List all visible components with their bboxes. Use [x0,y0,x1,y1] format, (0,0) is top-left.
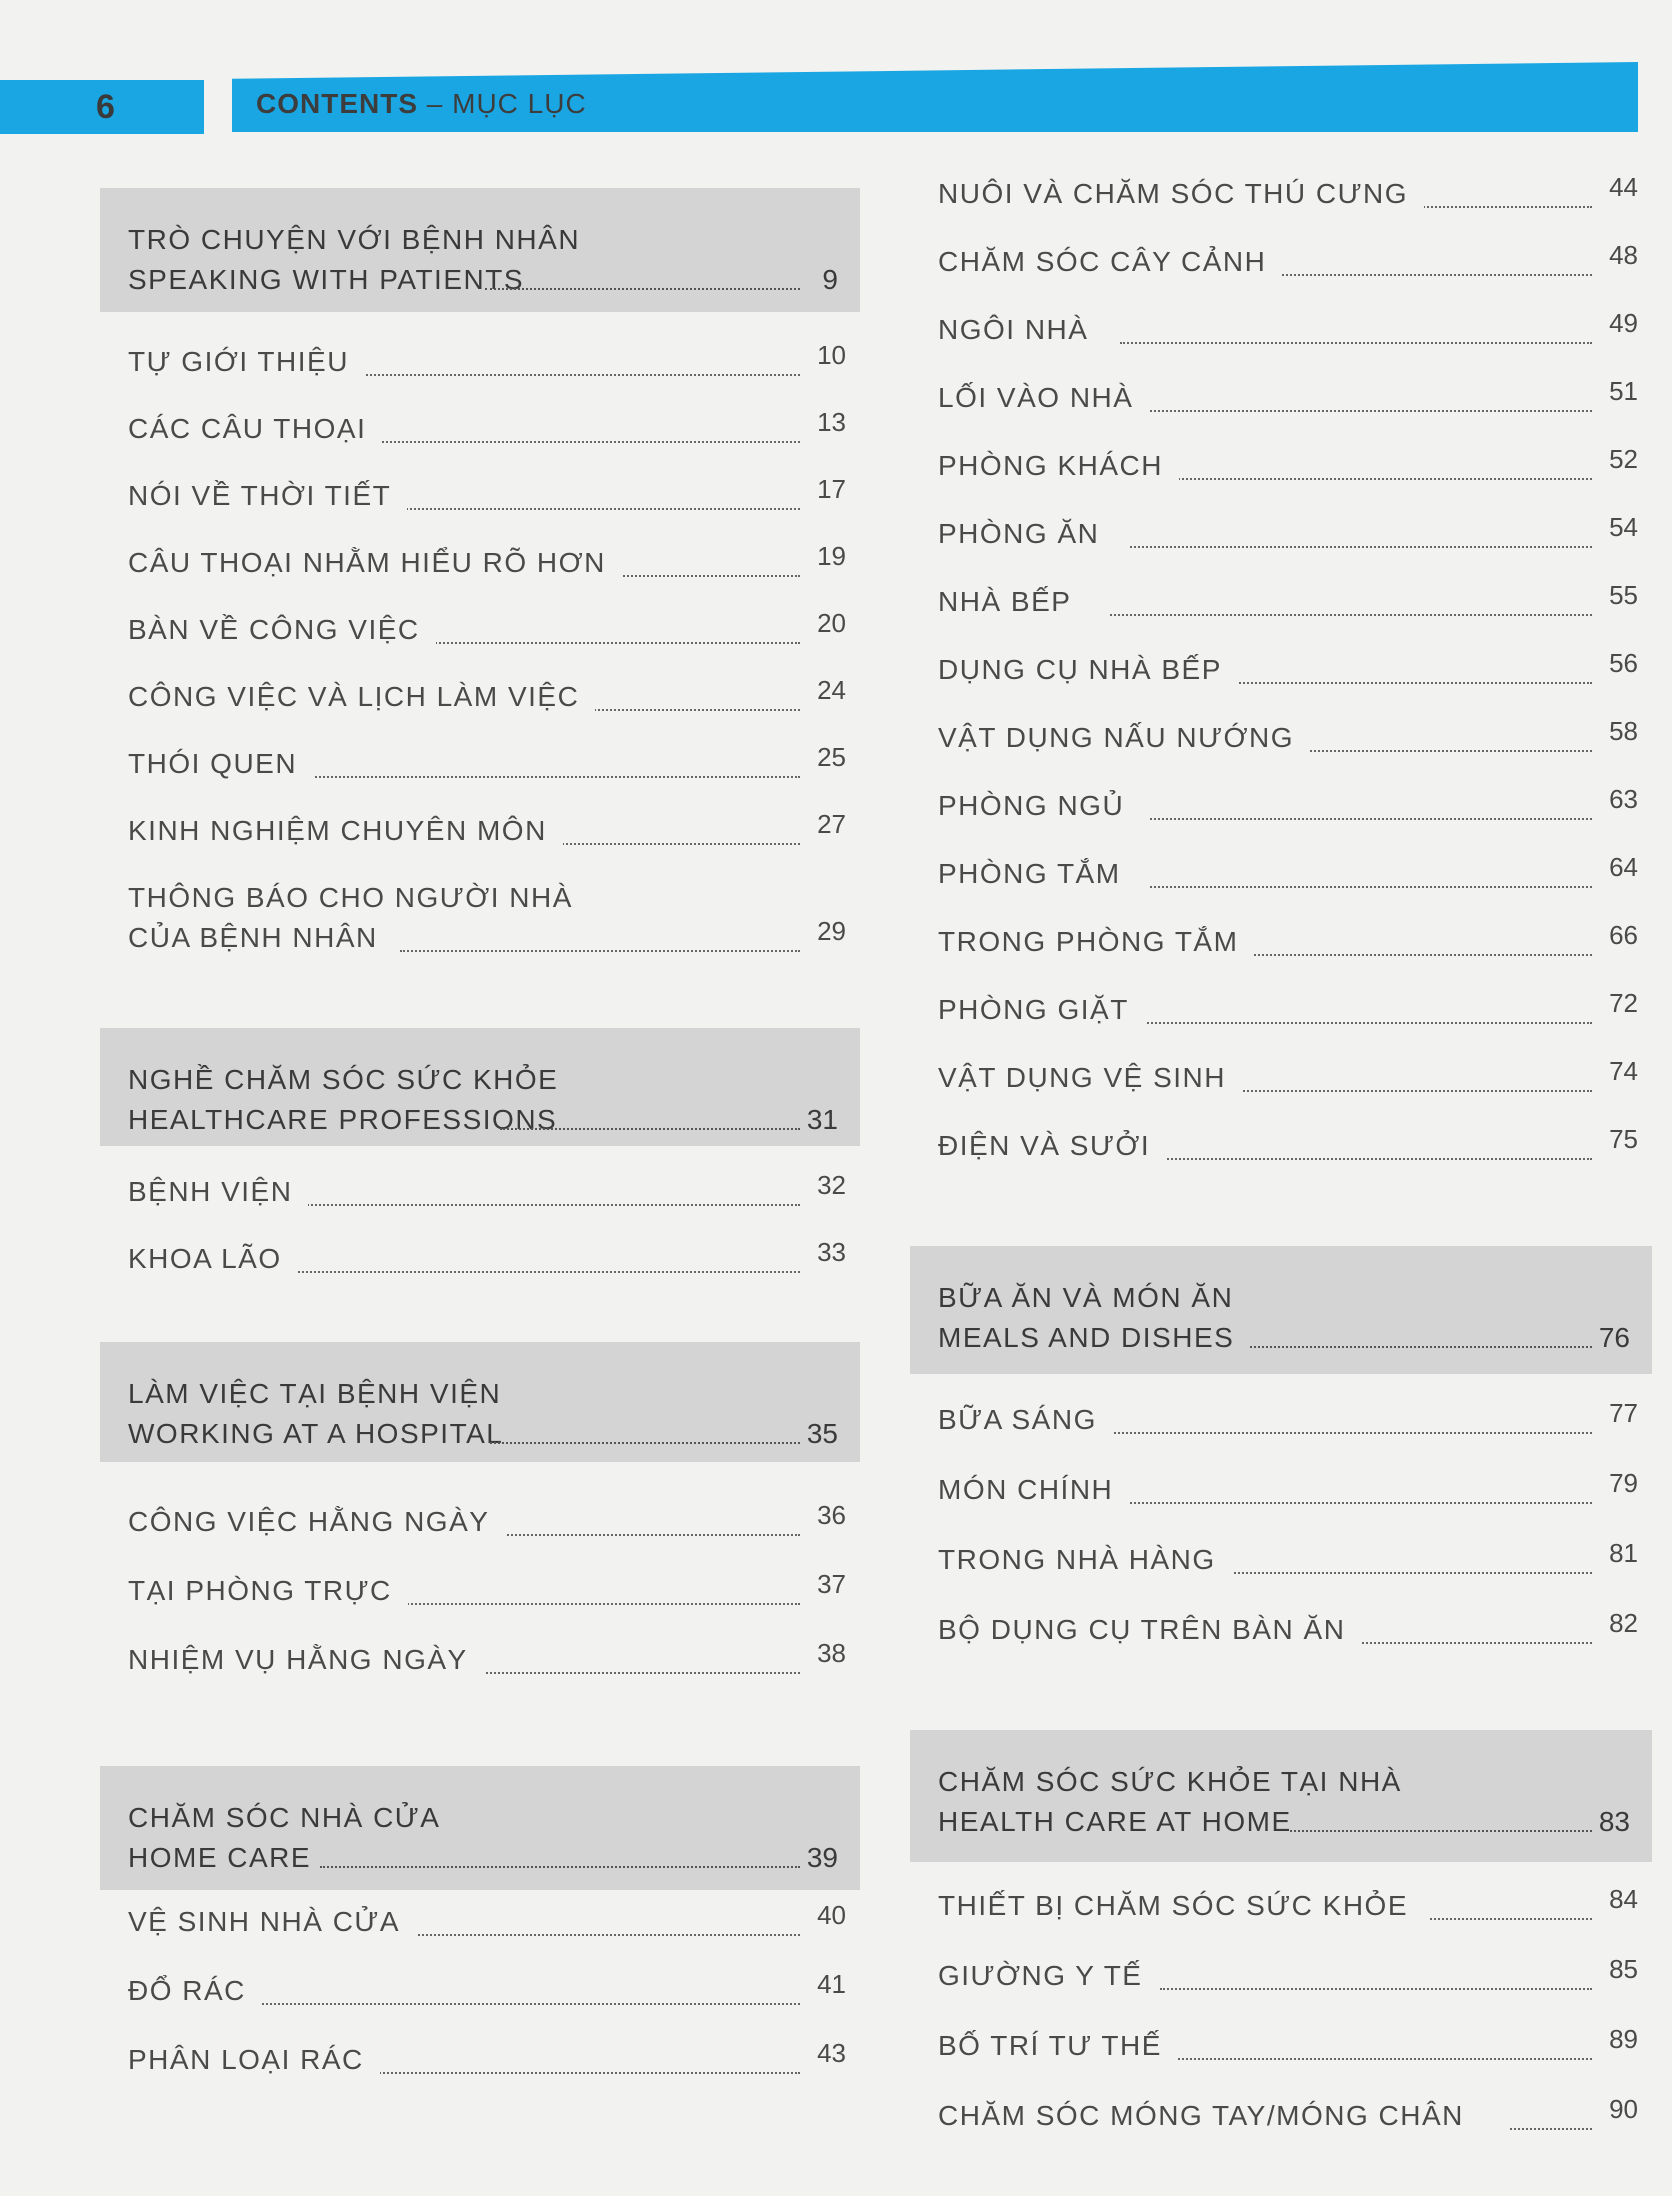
dot-leader [1430,1918,1592,1920]
entry-label: BỮA SÁNG [938,1404,1113,1436]
toc-entry[interactable] [910,2094,1652,2148]
entry-label: PHÒNG GIẶT [938,994,1145,1026]
entry-label: NHIỆM VỤ HẰNG NGÀY [128,1644,484,1676]
entry-label: CÁC CÂU THOẠI [128,413,382,445]
toc-entry[interactable] [910,1398,1652,1452]
dot-leader [1230,954,1592,956]
dot-leader [430,1672,800,1674]
entry-page: 74 [1609,1056,1638,1086]
toc-entry[interactable] [100,474,860,528]
dot-leader [290,1271,800,1273]
entry-page: 41 [817,1969,846,1999]
entry-page: 82 [1609,1608,1638,1638]
dot-leader [1150,410,1592,412]
toc-entry[interactable] [100,1500,860,1554]
toc-entry[interactable] [100,1170,860,1224]
entry-page: 33 [817,1237,846,1267]
entry-page: 66 [1609,920,1638,950]
dot-leader [1250,1346,1592,1348]
dot-leader [490,1442,800,1444]
toc-entry[interactable] [100,1900,860,1954]
entry-label: TRONG PHÒNG TẮM [938,926,1254,958]
entry-page: 20 [817,608,846,638]
dot-leader [1290,750,1592,752]
entry-page: 58 [1609,716,1638,746]
entry-label: NÓI VỀ THỜI TIẾT [128,480,407,512]
dot-leader [1150,818,1592,820]
toc-entry[interactable] [910,2024,1652,2078]
section-page: 39 [806,1842,838,1873]
entry-page: 40 [817,1900,846,1930]
dot-leader [300,1204,800,1206]
dot-leader [1290,1830,1592,1832]
entry-label: ĐIỆN VÀ SƯỞI [938,1130,1166,1162]
entry-page: 19 [817,541,846,571]
entry-label: VẬT DỤNG NẤU NƯỚNG [938,722,1310,754]
toc-entry[interactable] [910,1468,1652,1522]
toc-entry[interactable] [910,308,1652,362]
entry-label: GIƯỜNG Y TẾ [938,1960,1158,1992]
entry-page: 85 [1609,1954,1638,1984]
entry-page: 32 [817,1170,846,1200]
dot-leader [390,1934,800,1936]
toc-entry[interactable] [910,1954,1652,2008]
entry-page: 52 [1609,444,1638,474]
entry-label: PHÒNG KHÁCH [938,450,1179,482]
page-number: 6 [96,88,115,126]
dot-leader [400,950,800,952]
entry-page: 55 [1609,580,1638,610]
entry-label: BỐ TRÍ TƯ THẾ [938,2030,1178,2062]
entry-label: NHÀ BẾP [938,586,1087,618]
dot-leader [1150,886,1592,888]
entry-page: 27 [817,809,846,839]
entry-label: TRONG NHÀ HÀNG [938,1544,1232,1576]
dot-leader [1160,1988,1592,1990]
entry-label: LỐI VÀO NHÀ [938,382,1149,414]
entry-page: 37 [817,1569,846,1599]
entry-label-line2: CỦA BỆNH NHÂN [128,922,394,954]
entry-label: THÔNG BÁO CHO NGƯỜI NHÀ [128,882,589,914]
entry-page: 79 [1609,1468,1638,1498]
section-title-en: HEALTH CARE AT HOME [938,1806,1292,1837]
toc-section[interactable] [100,188,860,312]
dot-leader [1110,614,1592,616]
entry-label: NGÔI NHÀ [938,314,1104,346]
dot-leader [340,2072,800,2074]
toc-entry[interactable] [100,882,860,972]
toc-entry[interactable] [100,1969,860,2023]
section-page: 35 [806,1418,838,1449]
entry-page: 17 [817,474,846,504]
toc-entry[interactable] [100,809,860,863]
section-title-vi: NGHỀ CHĂM SÓC SỨC KHỎE [128,1064,559,1095]
section-title-vi: CHĂM SÓC SỨC KHỎE TẠI NHÀ [938,1766,1402,1797]
title-contents: CONTENTS [256,88,418,119]
toc-entry[interactable] [910,852,1652,906]
toc-entry[interactable] [910,1056,1652,1110]
dot-leader [320,1866,800,1868]
page-title [256,88,587,120]
toc-entry[interactable] [910,988,1652,1042]
toc-entry[interactable] [910,784,1652,838]
toc-entry[interactable] [910,580,1652,634]
entry-page: 89 [1609,2024,1638,2054]
entry-label: TẠI PHÒNG TRỰC [128,1575,408,1607]
entry-page: 51 [1609,376,1638,406]
dot-leader [1140,1022,1592,1024]
section-page: 76 [1598,1322,1630,1353]
entry-label: PHÒNG NGỦ [938,790,1140,822]
toc-entry[interactable] [100,1638,860,1692]
entry-label: THIẾT BỊ CHĂM SÓC SỨC KHỎE [938,1890,1424,1922]
entry-page: 77 [1609,1398,1638,1428]
toc-entry[interactable] [910,920,1652,974]
entry-page: 63 [1609,784,1638,814]
entry-label: BỘ DỤNG CỤ TRÊN BÀN ĂN [938,1614,1361,1646]
toc-section[interactable] [910,1246,1652,1374]
entry-label: CÔNG VIỆC HẰNG NGÀY [128,1506,505,1538]
dot-leader [250,2003,800,2005]
entry-label: MÓN CHÍNH [938,1474,1129,1506]
title-separator: – [418,88,453,119]
toc-entry[interactable] [100,1569,860,1623]
toc-entry[interactable] [100,2038,860,2092]
entry-label: BÀN VỀ CÔNG VIỆC [128,614,436,646]
toc-entry[interactable] [100,742,860,796]
dot-leader [1210,1572,1592,1574]
toc-entry[interactable] [100,608,860,662]
entry-label: PHÂN LOẠI RÁC [128,2044,380,2076]
entry-page: 54 [1609,512,1638,542]
title-muc-luc: MỤC LỤC [452,88,587,119]
dot-leader [1110,1432,1592,1434]
toc-entry[interactable] [910,1884,1652,1938]
entry-page: 72 [1609,988,1638,1018]
toc-entry[interactable] [910,172,1652,226]
dot-leader [1220,682,1592,684]
section-page: 83 [1598,1806,1630,1837]
section-title-vi: LÀM VIỆC TẠI BỆNH VIỆN [128,1378,502,1409]
section-title-vi: TRÒ CHUYỆN VỚI BỆNH NHÂN [128,224,581,255]
section-title-vi: BỮA ĂN VÀ MÓN ĂN [938,1282,1234,1313]
entry-label: CHĂM SÓC MÓNG TAY/MÓNG CHÂN [938,2100,1480,2132]
section-title-en: HEALTHCARE PROFESSIONS [128,1104,558,1135]
entry-label: THÓI QUEN [128,748,313,780]
entry-page: 29 [817,916,846,946]
section-title-vi: CHĂM SÓC NHÀ CỬA [128,1802,441,1833]
entry-page: 84 [1609,1884,1638,1914]
section-title-en: HOME CARE [128,1842,312,1873]
entry-page: 38 [817,1638,846,1668]
dot-leader [1220,1090,1592,1092]
dot-leader [1270,274,1592,276]
dot-leader [350,441,800,443]
section-page: 9 [822,264,838,295]
dot-leader [1400,206,1592,208]
toc-entry[interactable] [100,675,860,729]
entry-label: CHĂM SÓC CÂY CẢNH [938,246,1282,278]
entry-label: PHÒNG TẮM [938,858,1137,890]
dot-leader [1510,2128,1592,2130]
dot-leader [1130,1502,1592,1504]
entry-page: 64 [1609,852,1638,882]
toc-entry[interactable] [910,1608,1652,1662]
entry-page: 48 [1609,240,1638,270]
entry-page: 13 [817,407,846,437]
entry-label: ĐỔ RÁC [128,1975,262,2007]
entry-page: 24 [817,675,846,705]
toc-entry[interactable] [910,648,1652,702]
dot-leader [1130,546,1592,548]
entry-page: 44 [1609,172,1638,202]
dot-leader [1170,2058,1592,2060]
dot-leader [330,374,800,376]
entry-page: 49 [1609,308,1638,338]
section-title-en: SPEAKING WITH PATIENTS [128,264,525,295]
entry-label: KHOA LÃO [128,1243,298,1275]
toc-entry[interactable] [910,376,1652,430]
section-page: 31 [806,1104,838,1135]
toc-entry[interactable] [100,407,860,461]
entry-label: VẬT DỤNG VỆ SINH [938,1062,1242,1094]
toc-entry[interactable] [910,716,1652,770]
dot-leader [1120,342,1592,344]
dot-leader [500,1128,800,1130]
toc-section[interactable] [100,1766,860,1890]
entry-label: DỤNG CỤ NHÀ BẾP [938,654,1238,686]
dot-leader [370,508,800,510]
entry-page: 56 [1609,648,1638,678]
entry-label: BỆNH VIỆN [128,1176,308,1208]
toc-section[interactable] [100,1342,860,1462]
dot-leader [300,776,800,778]
entry-page: 81 [1609,1538,1638,1568]
entry-page: 75 [1609,1124,1638,1154]
entry-page: 25 [817,742,846,772]
toc-entry[interactable] [910,1538,1652,1592]
entry-label: VỆ SINH NHÀ CỬA [128,1906,416,1938]
toc-entry[interactable] [100,340,860,394]
entry-label: NUÔI VÀ CHĂM SÓC THÚ CƯNG [938,178,1424,210]
toc-entry[interactable] [100,1237,860,1291]
toc-entry[interactable] [910,1124,1652,1178]
entry-page: 36 [817,1500,846,1530]
entry-label: CÂU THOẠI NHẰM HIỂU RÕ HƠN [128,547,622,579]
dot-leader [1170,478,1592,480]
entry-label: CÔNG VIỆC VÀ LỊCH LÀM VIỆC [128,681,595,713]
toc-entry[interactable] [100,541,860,595]
dot-leader [380,1603,800,1605]
entry-page: 10 [817,340,846,370]
dot-leader [1160,1158,1592,1160]
entry-page: 43 [817,2038,846,2068]
entry-page: 90 [1609,2094,1638,2124]
entry-label: KINH NGHIỆM CHUYÊN MÔN [128,815,563,847]
toc-entry[interactable] [910,512,1652,566]
toc-entry[interactable] [910,444,1652,498]
toc-section[interactable] [100,1028,860,1146]
toc-section[interactable] [910,1730,1652,1862]
dot-leader [380,642,800,644]
entry-label: PHÒNG ĂN [938,518,1115,550]
section-title-en: WORKING AT A HOSPITAL [128,1418,504,1449]
section-title-en: MEALS AND DISHES [938,1322,1235,1353]
entry-label: TỰ GIỚI THIỆU [128,346,365,378]
dot-leader [485,288,800,290]
toc-entry[interactable] [910,240,1652,294]
